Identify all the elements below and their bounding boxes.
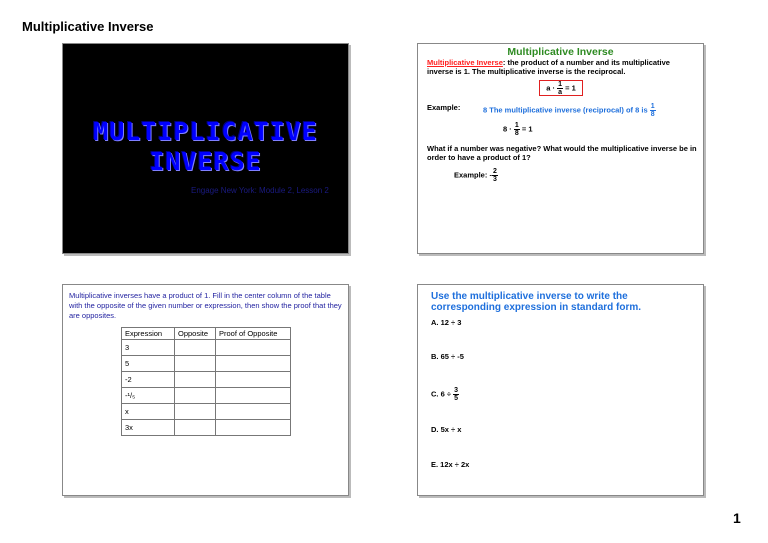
example-frac-den: 8 [650, 111, 655, 118]
definition-term: Multiplicative Inverse [427, 58, 503, 67]
cell-opposite[interactable] [175, 356, 216, 372]
eq-den: 8 [514, 130, 519, 137]
page-number: 1 [733, 510, 741, 526]
cell-opposite[interactable] [175, 388, 216, 404]
header-opposite: Opposite [175, 328, 216, 340]
slide-table-exercise [62, 284, 349, 496]
cell-opposite[interactable] [175, 404, 216, 420]
header-expression: Expression [122, 328, 175, 340]
slide-definition [417, 43, 704, 254]
cell-expression: 3x [122, 420, 175, 436]
table-instructions: Multiplicative inverses have a product of 1. Fill in the center column of the table with the opposite of the given number or expression, then show the proof that they are opposites. [69, 291, 342, 320]
cell-opposite[interactable] [175, 340, 216, 356]
item-e: E. 12x ÷ 2x [431, 460, 470, 469]
opposites-table [121, 327, 291, 436]
example-text [483, 103, 656, 118]
item-c-fraction [453, 387, 459, 402]
eq-right: = 1 [521, 124, 533, 134]
slide-title [62, 43, 349, 254]
example-fraction [650, 103, 656, 118]
cell-expression: x [122, 404, 175, 420]
formula-box [539, 80, 583, 96]
example2-den: 3 [492, 176, 497, 183]
table-row [122, 420, 291, 436]
slide-subtitle: Engage New York: Module 2, Lesson 2 [191, 186, 329, 195]
item-c [431, 387, 459, 402]
item-d: D. 5x ÷ x [431, 425, 462, 434]
formula-num: 1 [558, 81, 563, 88]
example2-num: 2 [492, 168, 497, 175]
cell-proof[interactable] [216, 356, 291, 372]
eq-num: 1 [514, 122, 519, 129]
item-a: A. 12 ÷ 3 [431, 318, 462, 327]
item-c-den: 5 [454, 395, 458, 402]
table-row [122, 404, 291, 420]
table-header-row [122, 328, 291, 340]
cell-proof[interactable] [216, 340, 291, 356]
header-proof: Proof of Opposite [216, 328, 291, 340]
cell-expression: 5 [122, 356, 175, 372]
formula-den: a [558, 89, 563, 96]
definition-text [427, 58, 697, 76]
page-title: Multiplicative Inverse [22, 19, 154, 34]
example2-fraction [492, 168, 498, 183]
item-c-text: C. 6 ÷ [431, 389, 451, 399]
eq-fraction [514, 122, 520, 137]
cell-opposite[interactable] [175, 420, 216, 436]
table-row [122, 388, 291, 404]
item-b: B. 65 ÷ -5 [431, 352, 464, 361]
example-frac-num: 1 [650, 103, 655, 110]
cell-opposite[interactable] [175, 372, 216, 388]
example2-sign: - [489, 170, 492, 180]
cell-proof[interactable] [216, 372, 291, 388]
cell-expression: -¹/₅ [122, 388, 175, 404]
cell-proof[interactable] [216, 404, 291, 420]
cell-proof[interactable] [216, 388, 291, 404]
slide-title-line2: INVERSE [149, 147, 262, 176]
example2-label: Example: [454, 170, 488, 180]
definition-body: : the product of a number and its multiplicative inverse is 1. The multiplicative inverse is the reciprocal. [427, 58, 670, 76]
cell-expression: -2 [122, 372, 175, 388]
negative-question: What if a number was negative? What would the multiplicative inverse be in order to have a product of 1? [427, 144, 697, 162]
cell-proof[interactable] [216, 420, 291, 436]
table-row [122, 372, 291, 388]
table-row [122, 340, 291, 356]
item-c-num: 3 [454, 387, 458, 394]
formula-right: = 1 [565, 83, 576, 93]
cell-expression: 3 [122, 340, 175, 356]
standard-form-heading: Use the multiplicative inverse to write the corresponding expression in standard form. [431, 291, 642, 313]
eq-left: 8 · [503, 124, 512, 134]
example2 [454, 168, 498, 183]
formula-left: a · [546, 83, 556, 93]
example-sentence: 8 The multiplicative inverse (reciprocal) of 8 is [483, 105, 648, 115]
table-row [122, 356, 291, 372]
example-equation [503, 122, 533, 137]
example-label: Example: [427, 103, 461, 112]
slide-standard-form [417, 284, 704, 496]
formula-fraction [557, 81, 563, 96]
definition-heading: Multiplicative Inverse [507, 46, 614, 58]
slide-title-line1: MULTIPLICATIVE [93, 117, 318, 146]
